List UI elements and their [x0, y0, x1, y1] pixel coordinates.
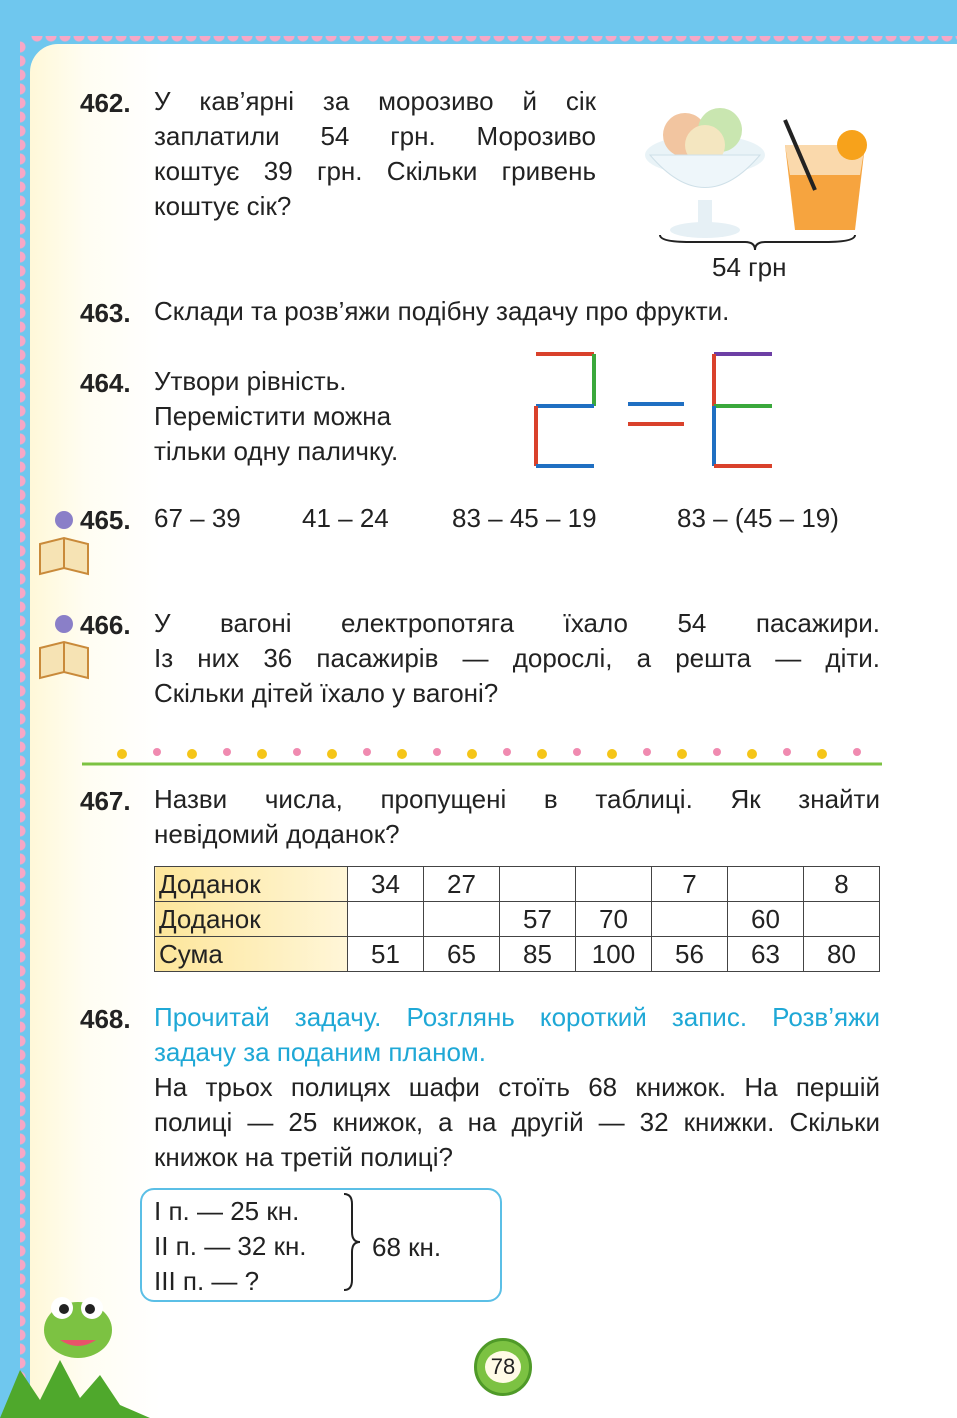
table-cell: 27	[424, 867, 500, 902]
line: Скільки дітей їхало у вагоні?	[154, 678, 499, 708]
note-line: І п. — 25 кн.	[154, 1196, 300, 1226]
line: коштує 39 грн. Скільки гривень	[154, 156, 596, 186]
expr-3: 83 – 45 – 19	[452, 503, 597, 533]
table-cell: 60	[728, 902, 804, 937]
table-cell: 34	[348, 867, 424, 902]
table-cell: 7	[652, 867, 728, 902]
table-cell	[500, 867, 576, 902]
short-note	[154, 1194, 307, 1299]
row-header: Сума	[155, 937, 348, 972]
line: невідомий доданок?	[154, 819, 400, 849]
task-463-text: Склади та розв’яжи подібну задачу про фрукти.	[154, 296, 730, 326]
row-header: Доданок	[155, 902, 348, 937]
table-row	[155, 902, 880, 937]
line: У вагоні електропотяга їхало 54 пасажири.	[154, 608, 880, 638]
left-scallop	[20, 40, 34, 1380]
table-cell	[728, 867, 804, 902]
line: Назви числа, пропущені в таблиці. Як знайти	[154, 784, 880, 814]
table-cell	[804, 902, 880, 937]
line: тільки одну паличку.	[154, 436, 399, 466]
table-row	[155, 937, 880, 972]
table-row	[155, 867, 880, 902]
line: полиці — 25 книжок, а на другій — 32 книжки. Скільки	[154, 1107, 880, 1137]
table-cell	[652, 902, 728, 937]
brace-icon	[340, 1192, 364, 1292]
line: книжок на третій полиці?	[154, 1142, 453, 1172]
task-number-465: 465.	[80, 505, 131, 535]
row-header: Доданок	[155, 867, 348, 902]
line: На трьох полицях шафи стоїть 68 книжок. На першій	[154, 1072, 880, 1102]
expr-4: 83 – (45 – 19)	[677, 503, 839, 533]
task-462-text	[154, 84, 596, 224]
table-cell: 63	[728, 937, 804, 972]
table-cell	[348, 902, 424, 937]
page-number-badge	[474, 1338, 532, 1396]
task-number-466: 466.	[80, 610, 131, 640]
table-cell: 85	[500, 937, 576, 972]
task-468-text	[154, 1070, 880, 1175]
line: Прочитай задачу. Розглянь короткий запис. Розв’яжи	[154, 1002, 880, 1032]
table-cell	[576, 867, 652, 902]
task-number-462: 462.	[80, 88, 131, 118]
line: Із них 36 пасажирів — дорослі, а решта — діти.	[154, 643, 880, 673]
task-464-text	[154, 364, 398, 469]
expr-2: 41 – 24	[302, 503, 389, 533]
line: У кав’ярні за морозиво й сік	[154, 86, 596, 116]
price-label: 54 грн	[712, 252, 787, 282]
task-number-464: 464.	[80, 368, 131, 398]
addends-table	[154, 866, 880, 972]
table-cell: 8	[804, 867, 880, 902]
task-466-text	[154, 606, 880, 711]
table-cell: 100	[576, 937, 652, 972]
line: коштує сік?	[154, 191, 292, 221]
table-cell: 70	[576, 902, 652, 937]
line: Утвори рівність.	[154, 366, 347, 396]
table-cell: 80	[804, 937, 880, 972]
note-line: ІІ п. — 32 кн.	[154, 1231, 307, 1261]
table-cell: 51	[348, 937, 424, 972]
table-cell: 65	[424, 937, 500, 972]
line: задачу за поданим планом.	[154, 1037, 487, 1067]
expr-1: 67 – 39	[154, 503, 241, 533]
matchstick-puzzle	[530, 348, 780, 473]
line: Перемістити можна	[154, 401, 392, 431]
frog-illustration	[0, 1280, 150, 1418]
task-468-instruction	[154, 1000, 880, 1070]
page-number: 78	[485, 1351, 521, 1383]
task-number-463: 463.	[80, 298, 131, 328]
task-467-text	[154, 782, 880, 852]
flower-divider	[82, 738, 882, 770]
table-cell: 56	[652, 937, 728, 972]
task-number-468: 468.	[80, 1004, 131, 1034]
line: заплатили 54 грн. Морозиво	[154, 121, 596, 151]
table-cell: 57	[500, 902, 576, 937]
total-label: 68 кн.	[372, 1232, 442, 1262]
table-cell	[424, 902, 500, 937]
task-number-467: 467.	[80, 786, 131, 816]
top-scallop	[30, 36, 957, 50]
note-line: ІІІ п. — ?	[154, 1266, 260, 1296]
